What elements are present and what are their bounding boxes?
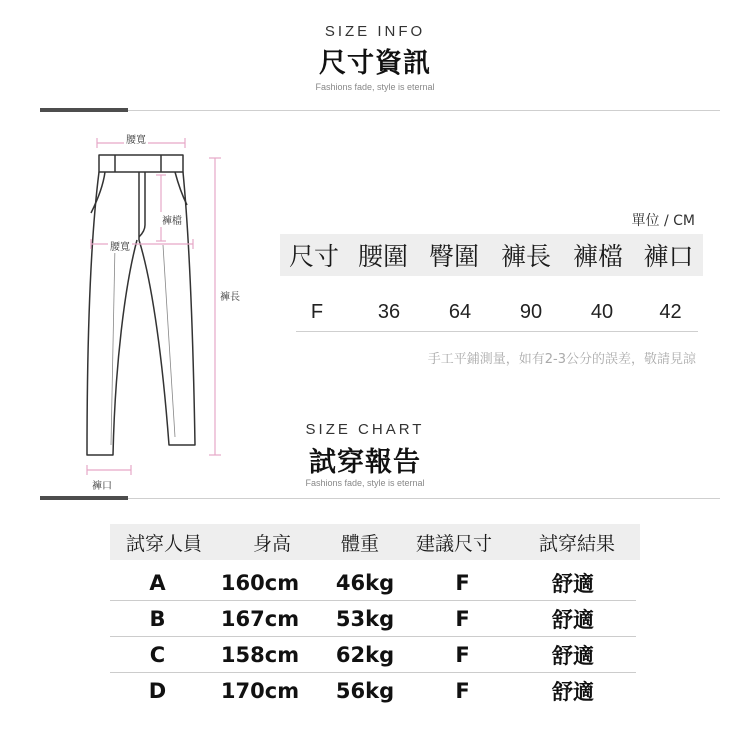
trial-cell: F [455,642,470,667]
measurement-note: 手工平鋪測量，如有2-3公分的誤差，敬請見諒 [427,352,696,367]
size-chart-title-en: SIZE CHART [305,421,425,438]
size-cell: 42 [659,300,682,323]
trial-row [110,637,636,673]
size-cell: 36 [377,300,401,323]
label-length: 褲長 [218,288,242,303]
size-cell: 40 [590,300,614,323]
trial-header-cell: 試穿人員 [125,532,202,555]
trial-cell: 56kg [335,678,395,703]
label-rise: 褲檔 [160,212,184,227]
trial-cell: D [148,678,167,703]
trial-cell: 舒適 [552,679,594,704]
divider-top [40,110,720,111]
trial-row [110,565,636,601]
trial-cell: A [149,570,166,595]
label-hem: 褲口 [90,477,114,492]
trial-cell: 158cm [220,642,300,667]
trial-header-cell: 試穿結果 [538,532,615,555]
trial-cell: F [455,678,470,703]
trial-cell: 舒適 [552,643,594,668]
size-table-header [280,234,703,276]
trial-cell: F [455,570,470,595]
size-chart-title-zh: 試穿報告 [309,447,421,478]
label-waist-top: 腰寬 [124,131,148,146]
size-info-tagline: Fashions fade, style is eternal [315,82,435,92]
trial-cell: 167cm [220,606,300,631]
trial-row [110,673,636,708]
trial-cell: B [149,606,166,631]
divider-top-accent [40,108,128,112]
size-header-cell: 尺寸 [288,242,339,271]
trial-cell: 160cm [220,570,300,595]
trial-cell: C [149,642,166,667]
trial-header-cell: 建議尺寸 [415,532,492,555]
size-header-cell: 臀圍 [428,242,479,271]
divider-mid-accent [40,496,128,500]
trial-header-cell: 體重 [340,532,379,555]
size-header-cell: 腰圍 [357,242,408,271]
divider-mid [40,498,720,499]
trial-cell: 舒適 [552,571,594,596]
trial-cell: 舒適 [552,607,594,632]
trial-row [110,601,636,637]
trial-cell: 46kg [335,570,395,595]
unit-label: 單位 / CM [631,213,695,229]
size-cell: F [310,300,324,323]
trial-table-header [110,524,640,560]
size-chart-tagline: Fashions fade, style is eternal [305,478,425,488]
size-header-cell: 褲口 [643,242,694,271]
pants-diagram [75,125,255,495]
size-row-divider [296,331,698,332]
size-info-title-zh: 尺寸資訊 [319,48,431,79]
trial-cell: 53kg [335,606,395,631]
trial-header-cell: 身高 [252,532,291,555]
size-cell: 90 [519,300,543,323]
size-table-row [280,297,703,327]
trial-cell: F [455,606,470,631]
size-info-title-en: SIZE INFO [324,23,426,40]
trial-cell: 170cm [220,678,300,703]
size-cell: 64 [448,300,472,323]
size-header-cell: 褲檔 [572,242,623,271]
size-header-cell: 褲長 [500,242,551,271]
label-waist-side: 腰寬 [108,238,132,253]
trial-table-body [110,565,636,708]
waistband-outline [99,155,183,172]
trial-cell: 62kg [335,642,395,667]
